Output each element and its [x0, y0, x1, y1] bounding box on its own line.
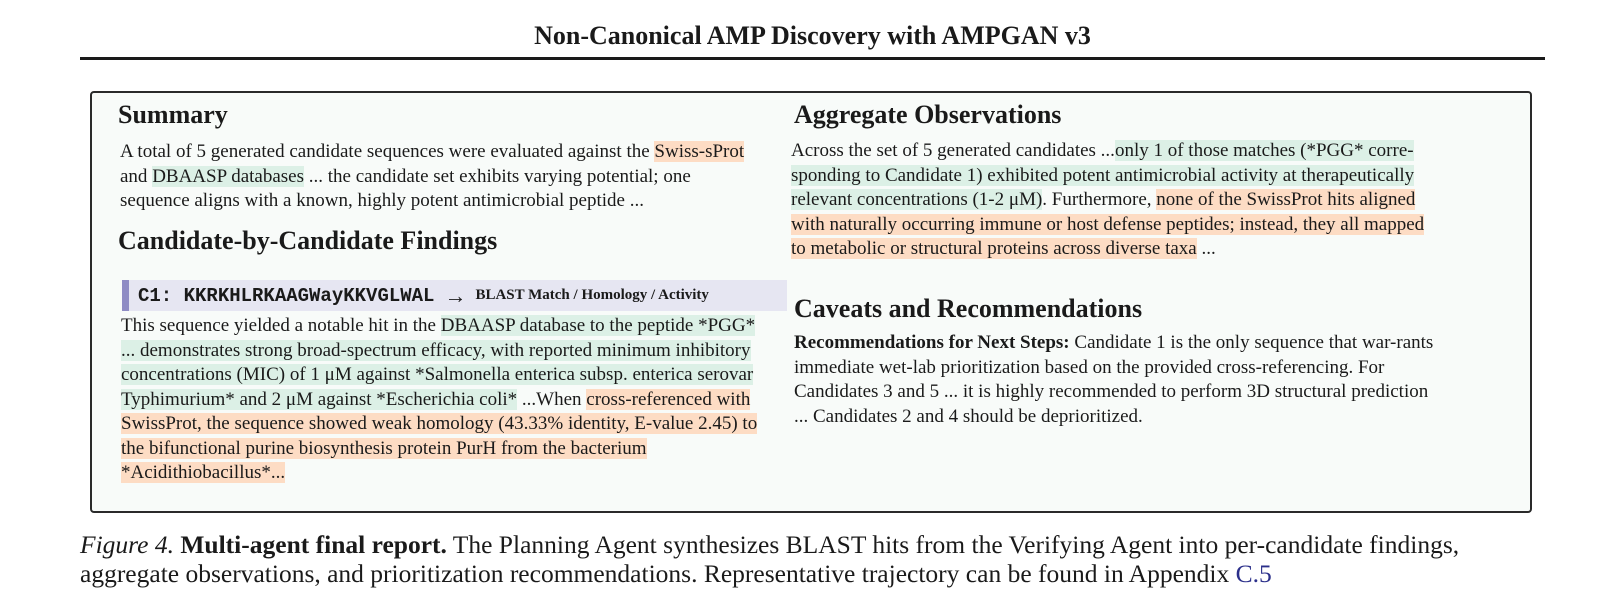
- aggregate-heading: Aggregate Observations: [794, 100, 1062, 129]
- caption-bold: Multi-agent final report.: [180, 530, 447, 559]
- candidate-header-bar: [122, 280, 787, 311]
- highlight-swissprot-summary: none of the SwissProt hits aligned with naturally occurring immune or host defense peptides; instead, they all mapped to metabolic or structural proteins across diverse taxa: [791, 189, 1425, 259]
- caveats-text: Recommendations for Next Steps: Candidate 1 is the only sequence that war-rants immediate wet-lab prioritization based on the provided cross-referencing. For Candidates 3 and 5 ... it is highly recommended to perform 3D structural prediction ... Candidates 2 and 4 should be deprioritized.: [794, 332, 1434, 427]
- summary-heading: Summary: [118, 100, 228, 129]
- aggregate-text: Across the set of 5 generated candidates ...only 1 of those matches (*PGG* corre-sponding to Candidate 1) exhibited potent antimicrobial activity at therapeutically relevant concentrations (1-2 μM). Furthermore, none of the SwissProt hits aligned with naturally occurring immune or host defense peptides; instead, they all mapped to metabolic or structural proteins across diverse taxa ...: [791, 140, 1425, 259]
- candidate-sequence: C1: KKRKHLRKAAGWayKKVGLWAL: [138, 284, 435, 307]
- caveats-heading: Caveats and Recommendations: [794, 294, 1143, 323]
- candidate-findings-text: This sequence yielded a notable hit in the DBAASP database to the peptide *PGG* ... demonstrates strong broad-spectrum efficacy, with reported minimum inhibitory concentrations (MIC) of 1 μM against *Salmonella enterica subsp. enterica serovar Typhimurium* and 2 μM against *Escherichia coli* ...When cross-referenced with SwissProt, the sequence showed weak homology (43.33% identity, E-value 2.45) to the bifunctional purine biosynthesis protein PurH from the bacterium *Acidithiobacillus*...: [121, 315, 758, 483]
- recommendations-lead: Recommendations for Next Steps:: [794, 332, 1070, 353]
- findings-heading: Candidate-by-Candidate Findings: [118, 226, 498, 255]
- caption-label: Figure 4.: [80, 530, 174, 559]
- title-rule: [80, 57, 1545, 60]
- candidate-tags: BLAST Match / Homology / Activity: [475, 287, 709, 303]
- summary-text: A total of 5 generated candidate sequences were evaluated against the Swiss-sProt and DBAASP databases ... the candidate set exhibits varying potential; one sequence aligns with a known, highly potent antimicrobial peptide ...: [120, 141, 745, 211]
- caption-text: The Planning Agent synthesizes BLAST hits from the Verifying Agent into per-candidate findings, aggregate observations, and prioritization recommendations. Representative trajectory can be found in Appendix: [80, 530, 1460, 588]
- page-title: Non-Canonical AMP Discovery with AMPGAN v3: [534, 21, 1091, 50]
- highlight-swissprot-hit: cross-referenced with SwissProt, the sequence showed weak homology (43.33% identity, E-value 2.45) to the bifunctional purine biosynthesis protein PurH from the bacterium *Acidithiobacillus*...: [121, 388, 758, 483]
- appendix-link[interactable]: C.5: [1235, 559, 1272, 588]
- figure-caption: [80, 530, 1550, 588]
- highlight-dbaasp-hit: DBAASP database to the peptide *PGG* ... demonstrates strong broad-spectrum efficacy, with reported minimum inhibitory concentrations (MIC) of 1 μM against *Salmonella enterica subsp. enterica serovar Typhimurium* and 2 μM against *Escherichia coli*: [121, 315, 756, 410]
- highlight-pgg-match: only 1 of those matches (*PGG* corre-sponding to Candidate 1) exhibited potent antimicrobial activity at therapeutically relevant concentrations (1-2 μM): [791, 140, 1415, 210]
- highlight-dbaasp: DBAASP databases: [152, 165, 305, 187]
- arrow-icon: →: [444, 282, 467, 308]
- final-report-panel: [90, 91, 1532, 513]
- highlight-swissprot: Swiss-sProt: [654, 141, 745, 162]
